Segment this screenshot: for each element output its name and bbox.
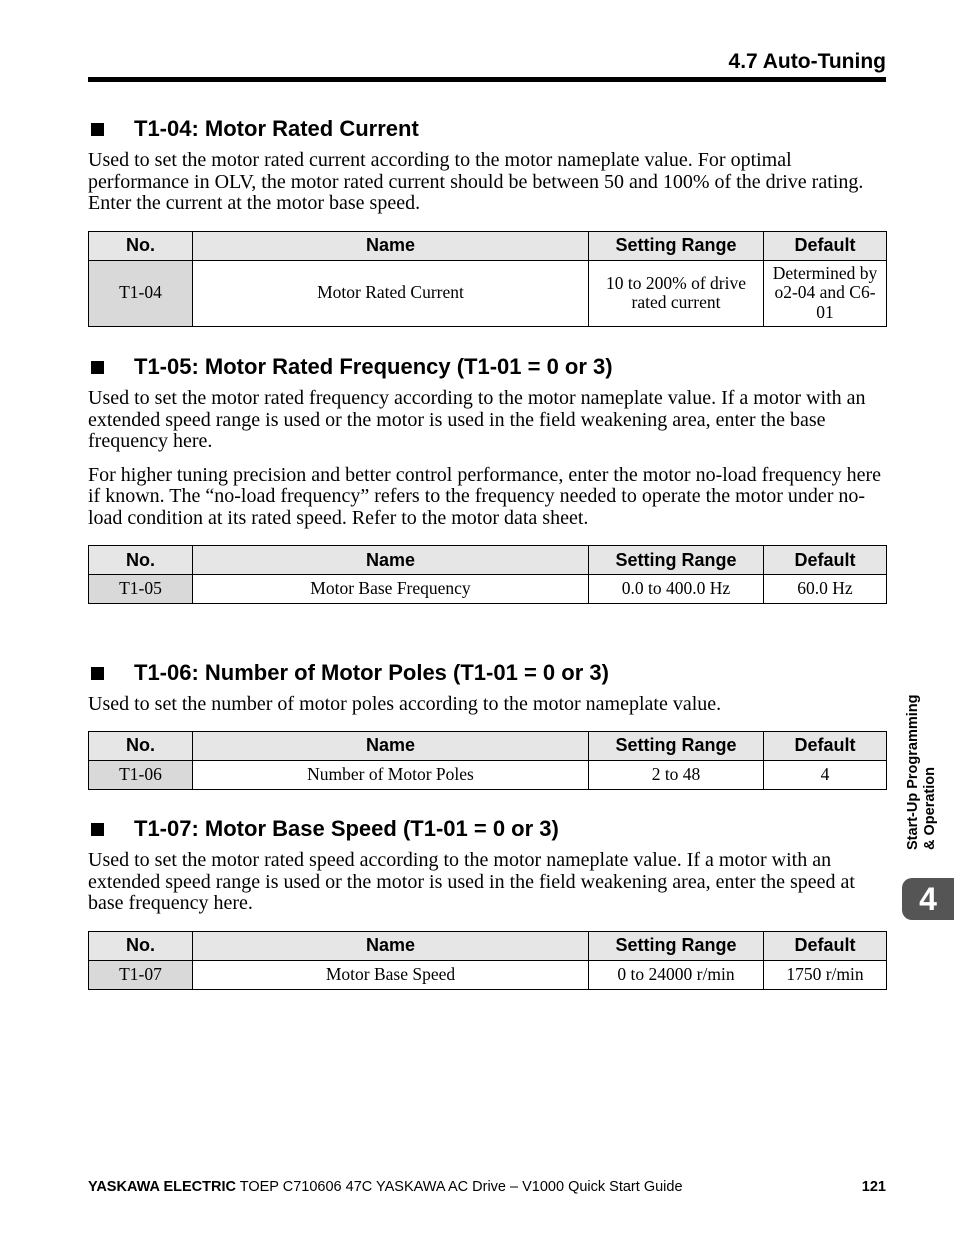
section-heading: [88, 814, 886, 844]
cell-name: Motor Base Frequency: [193, 575, 589, 604]
table-header-row: [89, 731, 887, 760]
cell-no: T1-04: [89, 260, 193, 326]
header-no: No.: [89, 546, 193, 575]
cell-default: 60.0 Hz: [764, 575, 887, 604]
side-tab-label: [905, 650, 939, 850]
cell-setting-range: 0 to 24000 r/min: [589, 960, 764, 989]
cell-default: 1750 r/min: [764, 960, 887, 989]
header-setting-range: Setting Range: [589, 546, 764, 575]
cell-name: Motor Rated Current: [193, 260, 589, 326]
section-t1-07: [88, 814, 886, 990]
chapter-tab: 4: [902, 878, 954, 920]
section-t1-04: [88, 114, 886, 327]
section-t1-06: [88, 658, 886, 790]
table-header-row: [89, 546, 887, 575]
header-no: No.: [89, 931, 193, 960]
header-no: No.: [89, 731, 193, 760]
cell-name: Number of Motor Poles: [193, 760, 589, 789]
heading-text: T1-05: Motor Rated Frequency (T1-01 = 0 or 3): [134, 354, 613, 379]
side-tab-line2: & Operation: [922, 767, 938, 850]
cell-default: 4: [764, 760, 887, 789]
footer-doc-title: TOEP C710606 47C YASKAWA AC Drive – V1000 Quick Start Guide: [239, 1179, 683, 1195]
cell-no: T1-05: [89, 575, 193, 604]
table-header-row: [89, 231, 887, 260]
parameter-table: [88, 545, 887, 604]
header-setting-range: Setting Range: [589, 931, 764, 960]
cell-name: Motor Base Speed: [193, 960, 589, 989]
body-paragraph: Used to set the motor rated speed according to the motor nameplate value. If a motor with an extended speed range is used or the motor is used in the field weakening area, enter the speed at base frequency here.: [88, 849, 855, 914]
section-heading: [88, 658, 886, 688]
heading-bullet-icon: [91, 823, 104, 836]
cell-setting-range: 2 to 48: [589, 760, 764, 789]
table-row: [89, 960, 887, 989]
body-paragraph: Used to set the motor rated frequency according to the motor nameplate value. If a motor with an extended speed range is used or the motor is used in the field weakening area, enter the base frequency here.: [88, 387, 866, 452]
table-row: [89, 760, 887, 789]
parameter-table: [88, 931, 887, 990]
cell-no: T1-07: [89, 960, 193, 989]
footer-brand: YASKAWA ELECTRIC: [88, 1179, 236, 1195]
section-t1-05: [88, 352, 886, 604]
side-tab-line1: Start-Up Programming: [905, 694, 921, 850]
body-paragraph: For higher tuning precision and better control performance, enter the motor no-load frequency here if known. The “no-load frequency” refers to the frequency needed to operate the motor under no-load condition at its rated speed. Refer to the motor data sheet.: [88, 463, 882, 529]
header-name: Name: [193, 546, 589, 575]
header-setting-range: Setting Range: [589, 731, 764, 760]
page-number: 121: [861, 1179, 886, 1195]
table-header-row: [89, 931, 887, 960]
parameter-table: [88, 231, 887, 327]
header-default: Default: [764, 231, 887, 260]
heading-text: T1-06: Number of Motor Poles (T1-01 = 0 or 3): [134, 660, 609, 685]
header-default: Default: [764, 731, 887, 760]
body-paragraph: Used to set the motor rated current according to the motor nameplate value. For optimal performance in OLV, the motor rated current should be between 50 and 100% of the drive rating. Enter the current at the motor base speed.: [88, 149, 864, 214]
heading-bullet-icon: [91, 123, 104, 136]
body-paragraph: Used to set the number of motor poles according to the motor nameplate value.: [88, 693, 722, 715]
header-name: Name: [193, 731, 589, 760]
header-setting-range: Setting Range: [589, 231, 764, 260]
heading-text: T1-07: Motor Base Speed (T1-01 = 0 or 3): [134, 816, 559, 841]
page-footer: [88, 1179, 886, 1195]
table-row: [89, 260, 887, 326]
section-heading: [88, 352, 886, 382]
header-no: No.: [89, 231, 193, 260]
section-heading: [88, 114, 886, 144]
section-header-title: 4.7 Auto-Tuning: [728, 50, 886, 73]
heading-bullet-icon: [91, 361, 104, 374]
cell-setting-range: 10 to 200% of drive rated current: [589, 260, 764, 326]
cell-default: Determined by o2-04 and C6-01: [764, 260, 887, 326]
cell-setting-range: 0.0 to 400.0 Hz: [589, 575, 764, 604]
heading-text: T1-04: Motor Rated Current: [134, 116, 419, 141]
header-rule: [88, 77, 886, 82]
header-name: Name: [193, 231, 589, 260]
heading-bullet-icon: [91, 667, 104, 680]
parameter-table: [88, 731, 887, 790]
header-name: Name: [193, 931, 589, 960]
cell-no: T1-06: [89, 760, 193, 789]
header-default: Default: [764, 931, 887, 960]
header-default: Default: [764, 546, 887, 575]
table-row: [89, 575, 887, 604]
